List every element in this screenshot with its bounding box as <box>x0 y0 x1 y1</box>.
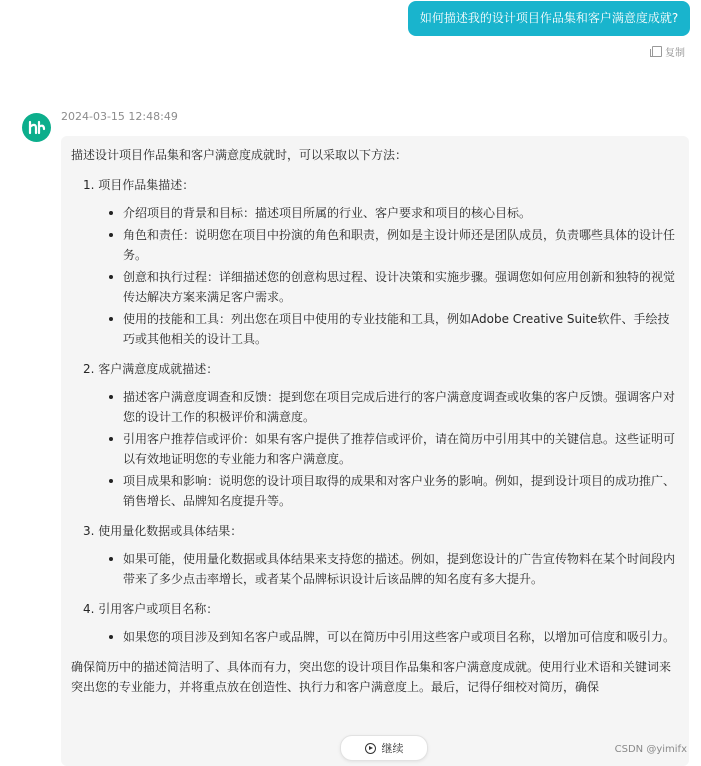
continue-button[interactable] <box>340 735 428 761</box>
assistant-answer-card <box>61 136 689 766</box>
bullet-item: 创意和执行过程：详细描述您的创意构思过程、设计决策和实施步骤。强调您如何应用创新和独特的视觉传达解决方案来满足客户需求。 <box>123 267 679 307</box>
section-bullet-list <box>71 549 679 589</box>
bullet-item: 引用客户推荐信或评价：如果有客户提供了推荐信或评价，请在简历中引用其中的关键信息。这些证明可以有效地证明您的专业能力和客户满意度。 <box>123 429 679 469</box>
section-title: 4. 引用客户或项目名称： <box>83 602 219 616</box>
bullet-item: 项目成果和影响：说明您的设计项目取得的成果和对客户业务的影响。例如，提到设计项目的成功推广、销售增长、品牌知名度提升等。 <box>123 471 679 511</box>
answer-closing: 确保简历中的描述简洁明了、具体而有力，突出您的设计项目作品集和客户满意度成就。使用行业术语和关键词来突出您的专业能力，并将重点放在创造性、执行力和客户满意度上。最后，记得仔细校对简历，确保 <box>71 660 672 694</box>
bullet-item: 使用的技能和工具：列出您在项目中使用的专业技能和工具，例如Adobe Creative Suite软件、手绘技巧或其他相关的设计工具。 <box>123 309 679 349</box>
csdn-watermark: CSDN @yimifx <box>614 744 687 755</box>
assistant-logo-icon <box>22 113 51 142</box>
bullet-item: 介绍项目的背景和目标：描述项目所属的行业、客户要求和项目的核心目标。 <box>123 203 679 223</box>
assistant-avatar <box>22 113 51 142</box>
message-timestamp: 2024-03-15 12:48:49 <box>61 110 178 123</box>
bullet-item: 描述客户满意度调查和反馈：提到您在项目完成后进行的客户满意度调查或收集的客户反馈。强调客户对您的设计工作的积极评价和满意度。 <box>123 387 679 427</box>
answer-intro: 描述设计项目作品集和客户满意度成就时，可以采取以下方法： <box>71 148 408 162</box>
section-bullet-list <box>71 387 679 511</box>
copy-button[interactable] <box>652 44 685 58</box>
play-circle-icon <box>365 743 376 754</box>
section-title: 3. 使用量化数据或具体结果： <box>83 524 243 538</box>
section-title: 2. 客户满意度成就描述： <box>83 362 219 376</box>
section-title: 1. 项目作品集描述： <box>83 178 195 192</box>
bullet-item: 如果您的项目涉及到知名客户或品牌，可以在简历中引用这些客户或项目名称，以增加可信度和吸引力。 <box>123 627 679 647</box>
user-message-bubble: 如何描述我的设计项目作品集和客户满意度成就? <box>408 1 690 36</box>
copy-label: 复制 <box>665 47 685 59</box>
section-bullet-list <box>71 627 679 647</box>
section-bullet-list <box>71 203 679 349</box>
bullet-item: 如果可能，使用量化数据或具体结果来支持您的描述。例如，提到您设计的广告宣传物料在某个时间段内带来了多少点击率增长，或者某个品牌标识设计后该品牌的知名度有多大提升。 <box>123 549 679 589</box>
bullet-item: 角色和责任：说明您在项目中扮演的角色和职责，例如是主设计师还是团队成员，负责哪些具体的设计任务。 <box>123 225 679 265</box>
continue-label: 继续 <box>381 742 404 755</box>
answer-content <box>61 136 689 697</box>
copy-icon <box>652 46 662 57</box>
answer-sections <box>71 175 679 647</box>
